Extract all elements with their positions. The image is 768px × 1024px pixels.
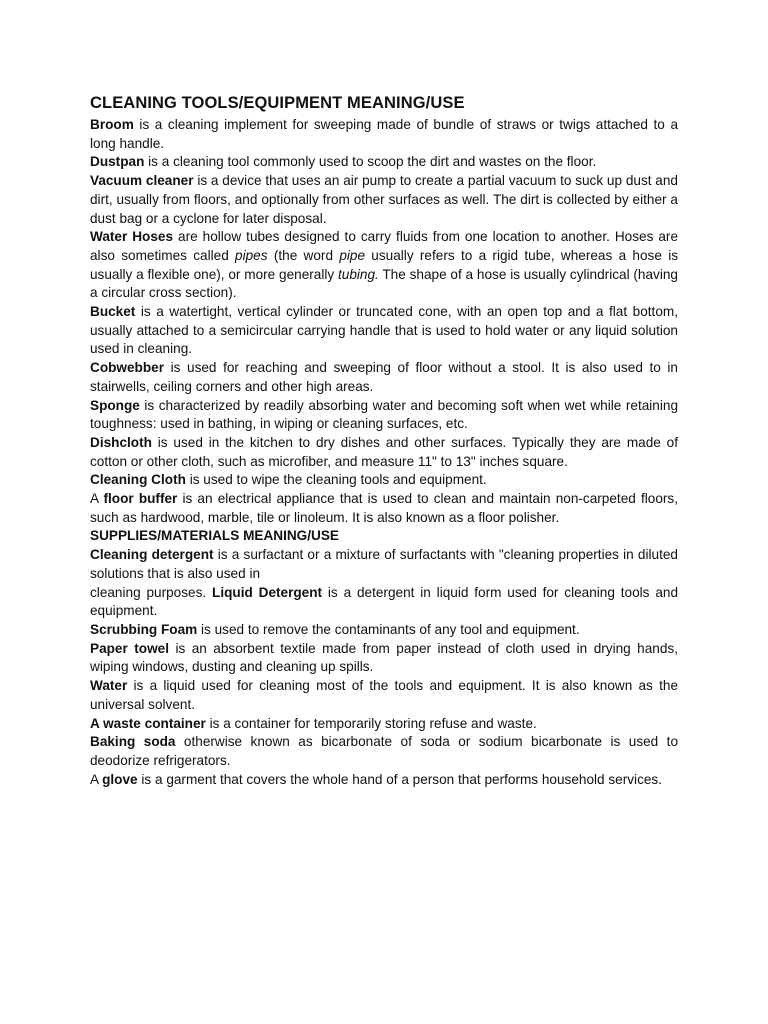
italic-term: tubing. [337,266,379,282]
definition: is a container for temporarily storing refuse and waste. [205,715,537,731]
term: Water Hoses [90,229,174,245]
term: Liquid Detergent [212,584,323,600]
definition: is a watertight, vertical cylinder or truncated cone, with an open top and a flat bottom, usually attached to a semicircular carrying handle that is used to hold water or any liquid solution used in cleaning. [90,304,678,357]
entry-paper-towel [90,640,678,677]
entry-baking-soda [90,733,678,770]
italic-term: pipes [235,247,268,263]
term: floor buffer [103,491,178,507]
definition: is a cleaning tool commonly used to scoop the dirt and wastes on the floor. [144,154,597,170]
definition: (the word [267,247,340,263]
entry-vacuum-cleaner [90,172,678,228]
term: A waste container [90,715,206,731]
entry-water [90,677,678,714]
entry-cleaning-detergent [90,546,678,583]
term: Scrubbing Foam [90,621,198,637]
term: Paper towel [90,640,169,656]
entry-waste-container [90,715,678,734]
term: Baking soda [90,734,176,750]
definition: is used to remove the contaminants of any tool and equipment. [197,621,580,637]
definition: is an electrical appliance that is used to clean and maintain non-carpeted floors, such as hardwood, marble, tile or linoleum. It is also known as a floor polisher. [90,491,678,525]
term: Vacuum cleaner [90,173,194,189]
document-page [90,93,678,789]
term: Cleaning Cloth [90,472,186,488]
definition: is used for reaching and sweeping of floor without a stool. It is also used to in stairwells, ceiling corners and other high areas. [90,360,678,394]
entry-sponge [90,397,678,434]
definition: is characterized by readily absorbing water and becoming soft when wet while retaining toughness: used in bathing, in wiping or cleaning surfaces, etc. [90,397,678,432]
definition: is a device that uses an air pump to create a partial vacuum to suck up dust and dirt, usually from floors, and optionally from other surfaces as well. The dirt is collected by either a dust bag or a cyclone for later disposal. [90,173,678,226]
definition: is a liquid used for cleaning most of the tools and equipment. It is also known as the universal solvent. [90,678,678,712]
term: Water [90,678,128,694]
entry-dustpan [90,153,678,172]
definition: are hollow tubes designed to carry fluids from one location to another. Hoses are also sometimes called [90,229,679,263]
term: Broom [90,117,134,132]
term: Cobwebber [90,360,165,376]
definition: is a detergent in liquid form used for cleaning tools and equipment. [90,584,678,619]
lead-text: cleaning purposes. [90,584,213,600]
italic-term: pipe [339,247,366,263]
term: Bucket [90,304,136,320]
entry-water-hoses [90,228,678,303]
prefix: A [90,491,104,507]
definition: usually refers to a rigid tube, whereas a hose is usually a flexible one), or more generally [90,247,679,282]
definition: is a cleaning implement for sweeping made of bundle of straws or twigs attached to a long handle. [90,117,678,151]
definition: is an absorbent textile made from paper instead of cloth used in drying hands, wiping windows, dusting and cleaning up spills. [90,640,678,675]
term: Sponge [90,397,140,413]
definition: is a garment that covers the whole hand of a person that performs household services. [137,771,663,787]
entry-dishcloth [90,434,678,471]
entry-cleaning-cloth [90,471,678,490]
definition: otherwise known as bicarbonate of soda or sodium bicarbonate is used to deodorize refrigerators. [90,734,679,768]
definition: is a surfactant or a mixture of surfactants with "cleaning properties in diluted solutions that is also used in [90,547,678,581]
entry-broom [90,116,678,153]
prefix: A [90,771,103,787]
definition: is used in the kitchen to dry dishes and other surfaces. Typically they are made of cotton or other cloth, such as microfiber, and measure 11" to 13" inches square. [90,434,678,469]
definition: is used to wipe the cleaning tools and equipment. [185,472,487,488]
definition: The shape of a hose is usually cylindrical (having a circular cross section). [90,266,678,301]
entry-glove [90,771,678,790]
page-title: CLEANING TOOLS/EQUIPMENT MEANING/USE [90,94,465,112]
entry-cobwebber [90,359,678,396]
entry-scrubbing-foam [90,621,678,640]
entry-floor-buffer [90,490,678,527]
term: Cleaning detergent [90,547,214,563]
term: Dishcloth [90,434,152,450]
section-subheading: SUPPLIES/MATERIALS MEANING/USE [90,528,339,544]
term: glove [102,771,138,787]
entry-bucket [90,303,678,359]
entry-liquid-detergent [90,584,678,621]
term: Dustpan [90,154,145,170]
